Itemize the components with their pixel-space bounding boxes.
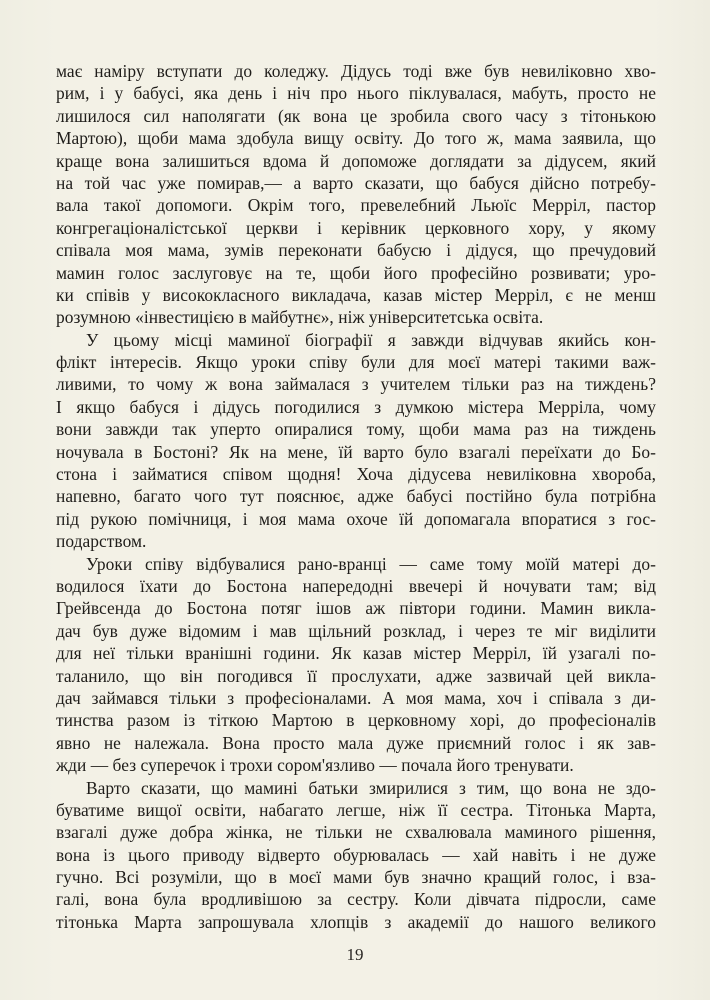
text-line: мамин голос заслуговує на те, щоби його професійно розвивати; уро- <box>56 262 656 283</box>
paragraph <box>56 60 656 329</box>
text-line: подарством. <box>56 531 147 552</box>
text-line: лишилося сил наполягати (як вона це зробила свого часу з тітонькою <box>56 105 656 126</box>
paragraph <box>56 329 656 553</box>
text-line: вона із цього приводу відверто обурювалась — хай навіть і не дуже <box>56 844 656 865</box>
text-line: Мартою), щоби мама здобула вищу освіту. До того ж, мама заявила, що <box>56 128 656 149</box>
text-line: для неї тільки вранішні години. Як казав містер Мерріл, їй узагалі по- <box>56 643 656 664</box>
text-line: напевно, багато чого тут пояснює, адже бабусі постійно була потрібна <box>56 486 656 507</box>
text-line: ночувала в Бостоні? Як на мене, їй варто було взагалі переїхати до Бо- <box>56 441 656 462</box>
text-line: жди — без суперечок і трохи сором'язливо — почала його тренувати. <box>56 755 574 776</box>
text-line: рим, і у бабусі, яка день і ніч про нього піклувалася, мабуть, просто не <box>56 83 656 104</box>
text-line: вони завжди так уперто опиралися тому, щоби мама раз на тиждень <box>56 419 656 440</box>
text-line: вала такої допомоги. Окрім того, превелебний Льюїс Мерріл, пастор <box>56 195 656 216</box>
text-line: І якщо бабуся і дідусь погодилися з думкою містера Мерріла, чому <box>56 396 656 417</box>
text-line: У цьому місці маминої біографії я завжди відчував якийсь кон- <box>86 329 656 350</box>
text-line: тітонька Марта запрошувала хлопців з академії до нашого великого <box>56 911 656 932</box>
text-line: Уроки співу відбувалися рано-вранці — саме тому моїй матері до- <box>86 553 656 574</box>
text-line: ливими, то чому ж вона займалася з учителем тільки раз на тиждень? <box>56 374 656 395</box>
text-line: Варто сказати, що мамині батьки змирилися з тим, що вона не здо- <box>86 777 656 798</box>
text-line: гучно. Всі розуміли, що в моєї мами був значно кращий голос, і взa- <box>56 867 656 888</box>
text-line: конгрегаціоналістської церкви і керівник церковного хору, у якому <box>56 217 656 238</box>
text-line: тинства разом із тіткою Мартою в церковному хорі, до професіоналів <box>56 710 656 731</box>
text-line: галі, вона була вродливішою за сестру. Коли дівчата підросли, саме <box>56 889 656 910</box>
text-line: взагалі дуже добра жінка, не тільки не схвалювала маминого рішення, <box>56 822 656 843</box>
text-line: явно не належала. Вона просто мала дуже приємний голос і як зав- <box>56 732 656 753</box>
text-line: буватиме вищої освіти, набагато легше, ніж її сестра. Тітонька Марта, <box>56 799 656 820</box>
text-line: співала моя мама, зумів переконати бабусю і дідуся, що пречудовий <box>56 240 656 261</box>
text-line: на той час уже помирав,— а варто сказати, що бабуся дійсно потребу- <box>56 172 656 193</box>
text-line: ки співів у висококласного викладача, казав містер Мерріл, є не менш <box>56 284 656 305</box>
text-line: водилося їхати до Бостона напередодні ввечері й ночувати там; від <box>56 575 656 596</box>
text-line: таланило, що він погодився її прослухати, адже зазвичай цей викла- <box>56 665 656 686</box>
body-text <box>56 60 656 933</box>
text-line: флікт інтересів. Якщо уроки співу були для моєї матері такими важ- <box>56 352 656 373</box>
text-line: дач був дуже відомим і мав щільний розклад, і через те міг виділити <box>56 620 656 641</box>
text-line: Грейвсенда до Бостона потяг ішов аж півтори години. Мамин виклa- <box>56 598 656 619</box>
text-line: під рукою помічниця, і моя мама охоче їй допомагала впоратися з гос- <box>56 508 656 529</box>
text-line: стона і займатися співом щодня! Хоча дідусева невиліковна хвороба, <box>56 464 656 485</box>
text-line: має наміру вступати до коледжу. Дідусь тоді вже був невиліковно хво- <box>56 61 656 81</box>
paragraph <box>56 553 656 777</box>
page-number: 19 <box>346 945 364 964</box>
text-line: краще вона залишиться вдома й допоможе доглядати за дідусем, який <box>56 150 656 171</box>
text-line: дач займався тільки з професіоналами. А моя мама, хоч і співала з ди- <box>56 687 656 708</box>
text-line: розумною «інвестицією в майбутнє», ніж університетська освіта. <box>56 307 544 328</box>
paragraph <box>56 777 656 934</box>
